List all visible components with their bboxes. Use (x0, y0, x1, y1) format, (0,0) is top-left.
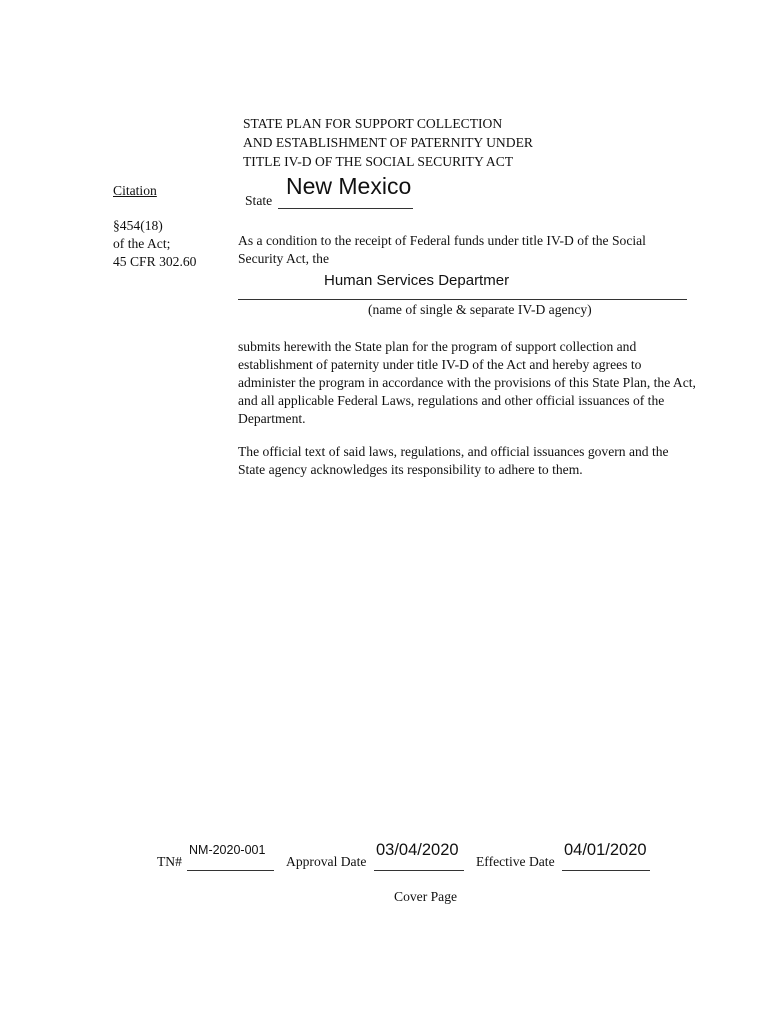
tn-label: TN# (157, 854, 182, 869)
approval-date-label: Approval Date (286, 854, 367, 869)
citation-line-1: §454(18) (113, 218, 163, 233)
state-field[interactable]: New Mexico (286, 173, 412, 199)
effective-date-label: Effective Date (476, 854, 555, 869)
heading-line-3: TITLE IV-D OF THE SOCIAL SECURITY ACT (243, 154, 514, 169)
approval-date-field[interactable]: 03/04/2020 (376, 841, 459, 859)
effective-date-line (562, 870, 650, 871)
submission-paragraph: submits herewith the State plan for the program of support collection and establishment of paternity under title IV-D of the Act and hereby agrees to administer the program in accordance with the provisions of this State Plan, the Act, and all applicable Federal Laws, regulations and other official issuances of the Department. (238, 339, 696, 426)
tn-field-line (187, 870, 274, 871)
official-text-paragraph: The official text of said laws, regulations, and official issuances govern and the State agency acknowledges its responsibility to adhere to them. (238, 444, 669, 477)
tn-field[interactable]: NM-2020-001 (189, 843, 266, 857)
citation-references (113, 217, 196, 271)
state-field-line (278, 208, 413, 209)
intro-text: As a condition to the receipt of Federal funds under title IV-D of the Social Security Act, the (238, 233, 646, 266)
citation-line-2: of the Act; (113, 236, 171, 251)
approval-date-line (374, 870, 464, 871)
citation-line-3: 45 CFR 302.60 (113, 254, 197, 269)
effective-date-field[interactable]: 04/01/2020 (564, 841, 647, 859)
plan-heading (243, 114, 533, 171)
agency-caption: (name of single & separate IV-D agency) (368, 302, 592, 317)
heading-line-1: STATE PLAN FOR SUPPORT COLLECTION (243, 116, 503, 131)
cover-page-label: Cover Page (394, 889, 458, 904)
heading-line-2: AND ESTABLISHMENT OF PATERNITY UNDER (243, 135, 533, 150)
agency-name-field[interactable]: Human Services Departmer (324, 272, 510, 289)
state-label: State (245, 193, 273, 208)
citation-label: Citation (113, 183, 157, 198)
agency-field-line (238, 299, 687, 300)
